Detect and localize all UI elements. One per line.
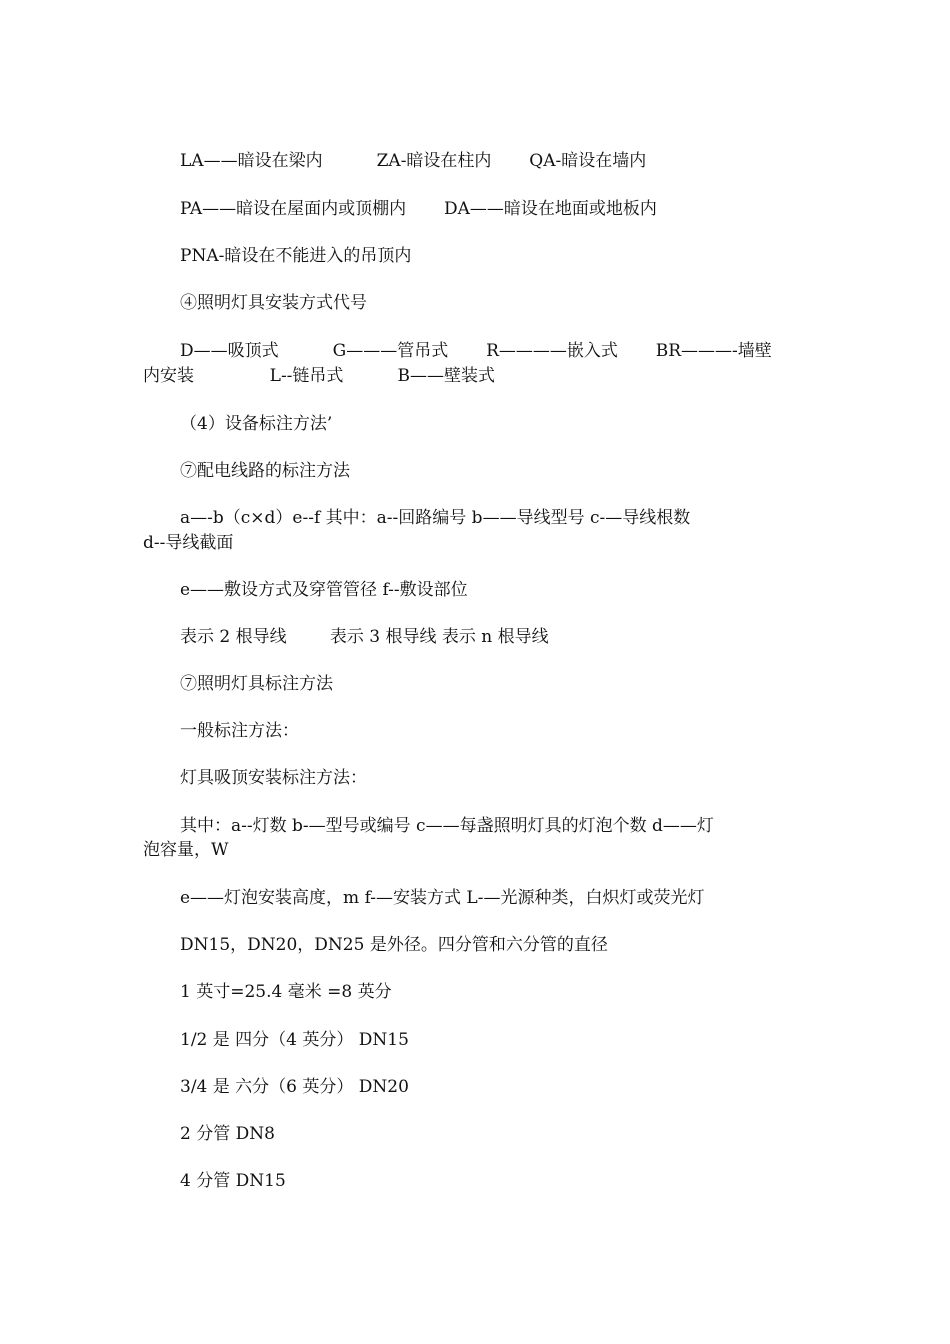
text-line-ceiling-marking: 灯具吸顶安装标注方法： [180,768,367,788]
section-heading-wiring-marking: ⑦配电线路的标注方法 [180,461,350,481]
text-line-dark-install-beam: LA——暗设在梁内 ZA-暗设在柱内 QA-暗设在墙内 [180,151,647,171]
text-line-dark-install-ceiling: PNA-暗设在不能进入的吊顶内 [180,246,412,266]
section-heading-lamp-install-codes: ④照明灯具安装方式代号 [180,293,367,313]
text-line-lamp-params-cont: 泡容量，W [143,840,229,860]
text-line-lamp-install-codes-cont: 内安装 L--链吊式 B——壁装式 [143,366,495,386]
section-heading-equipment-marking: （4）设备标注方法’ [180,414,333,434]
text-line-wiring-formula-cont: d--导线截面 [143,533,234,553]
text-line-dark-install-roof: PA——暗设在屋面内或顶棚内 DA——暗设在地面或地板内 [180,199,657,219]
text-line-half-inch: 1/2 是 四分（4 英分） DN15 [180,1030,409,1050]
text-line-general-marking: 一般标注方法： [180,721,299,741]
text-line-four-fen-pipe: 4 分管 DN15 [180,1171,286,1191]
text-line-conductor-count: 表示 2 根导线 表示 3 根导线 表示 n 根导线 [180,627,549,647]
text-line-wiring-laying: e——敷设方式及穿管管径 f--敷设部位 [180,580,468,600]
text-line-lamp-install-codes: D——吸顶式 G———管吊式 R————嵌入式 BR———-墙壁 [180,341,772,361]
text-line-wiring-formula: a—-b（c×d）e--f 其中：a--回路编号 b——导线型号 c-—导线根数 [180,508,691,528]
text-line-three-quarter-inch: 3/4 是 六分（6 英分） DN20 [180,1077,409,1097]
text-line-lamp-params: 其中：a--灯数 b-—型号或编号 c——每盏照明灯具的灯泡个数 d——灯 [180,816,714,836]
text-line-dn-outer-diameter: DN15，DN20，DN25 是外径。四分管和六分管的直径 [180,935,608,955]
section-heading-lamp-marking: ⑦照明灯具标注方法 [180,674,333,694]
text-line-two-fen-pipe: 2 分管 DN8 [180,1124,275,1144]
text-line-lamp-height: e——灯泡安装高度，m f-—安装方式 L-—光源种类，白炽灯或荧光灯 [180,888,705,908]
text-line-inch-conversion: 1 英寸=25.4 毫米 =8 英分 [180,982,392,1002]
